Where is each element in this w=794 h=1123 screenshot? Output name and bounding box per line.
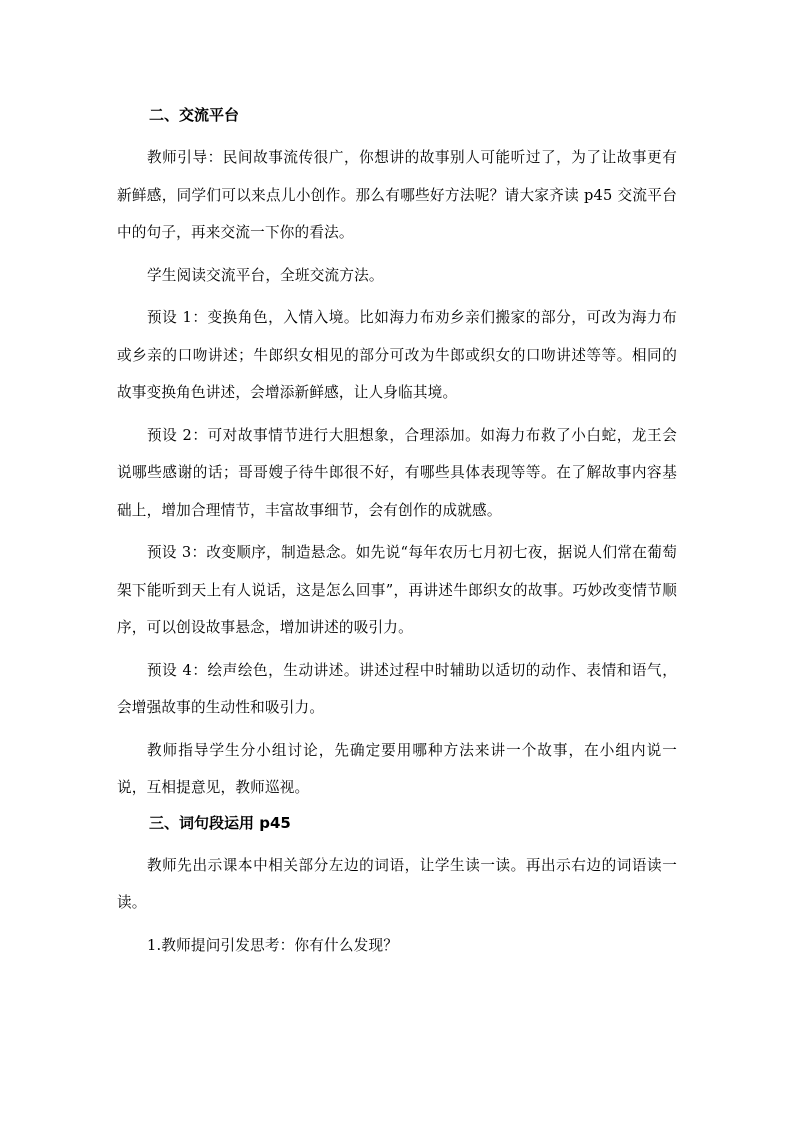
document-body	[117, 104, 677, 964]
section-heading-word-sentence-usage: 三、词句段运用 p45	[149, 813, 291, 832]
paragraph-student-reading: 学生阅读交流平台，全班交流方法。	[147, 266, 384, 284]
paragraph-show-words: 教师先出示课本中相关部分左边的词语，让学生读一读。再出示右边的词语读一读。	[117, 856, 677, 911]
paragraph-group-discussion: 教师指导学生分小组讨论，先确定要用哪种方法来讲一个故事，在小组内说一说，互相提意见，教师巡视。	[117, 741, 677, 796]
paragraph-preset-4: 预设 4：绘声绘色，生动讲述。讲述过程中时辅助以适切的动作、表情和语气，会增强故事的生动性和吸引力。	[117, 661, 677, 716]
paragraph-teacher-guidance: 教师引导：民间故事流传很广，你想讲的故事别人可能听过了，为了让故事更有新鲜感，同学们可以来点儿小创作。那么有哪些好方法呢？请大家齐读 p45 交流平台中的句子，再来交流一下你的看法。	[117, 149, 677, 241]
paragraph-preset-2: 预设 2：可对故事情节进行大胆想象，合理添加。如海力布救了小白蛇，龙王会说哪些感谢的话；哥哥嫂子待牛郎很不好，有哪些具体表现等等。在了解故事内容基础上，增加合理情节，丰富故事细节，会有创作的成就感。	[117, 426, 677, 519]
paragraph-preset-1: 预设 1：变换角色，入情入境。比如海力布劝乡亲们搬家的部分，可改为海力布或乡亲的口吻讲述；牛郎织女相见的部分可改为牛郎或织女的口吻讲述等等。相同的故事变换角色讲述，会增添新鲜感，让人身临其境。	[117, 309, 677, 401]
section-heading-exchange-platform: 二、交流平台	[149, 106, 240, 124]
paragraph-preset-3: 预设 3：改变顺序，制造悬念。如先说“每年农历七月初七夜，据说人们常在葡萄架下能听到天上有人说话，这是怎么回事”，再讲述牛郎织女的故事。巧妙改变情节顺序，可以创设故事悬念，增加讲述的吸引力。	[117, 544, 677, 636]
paragraph-question-1: 1.教师提问引发思考：你有什么发现？	[147, 936, 399, 954]
